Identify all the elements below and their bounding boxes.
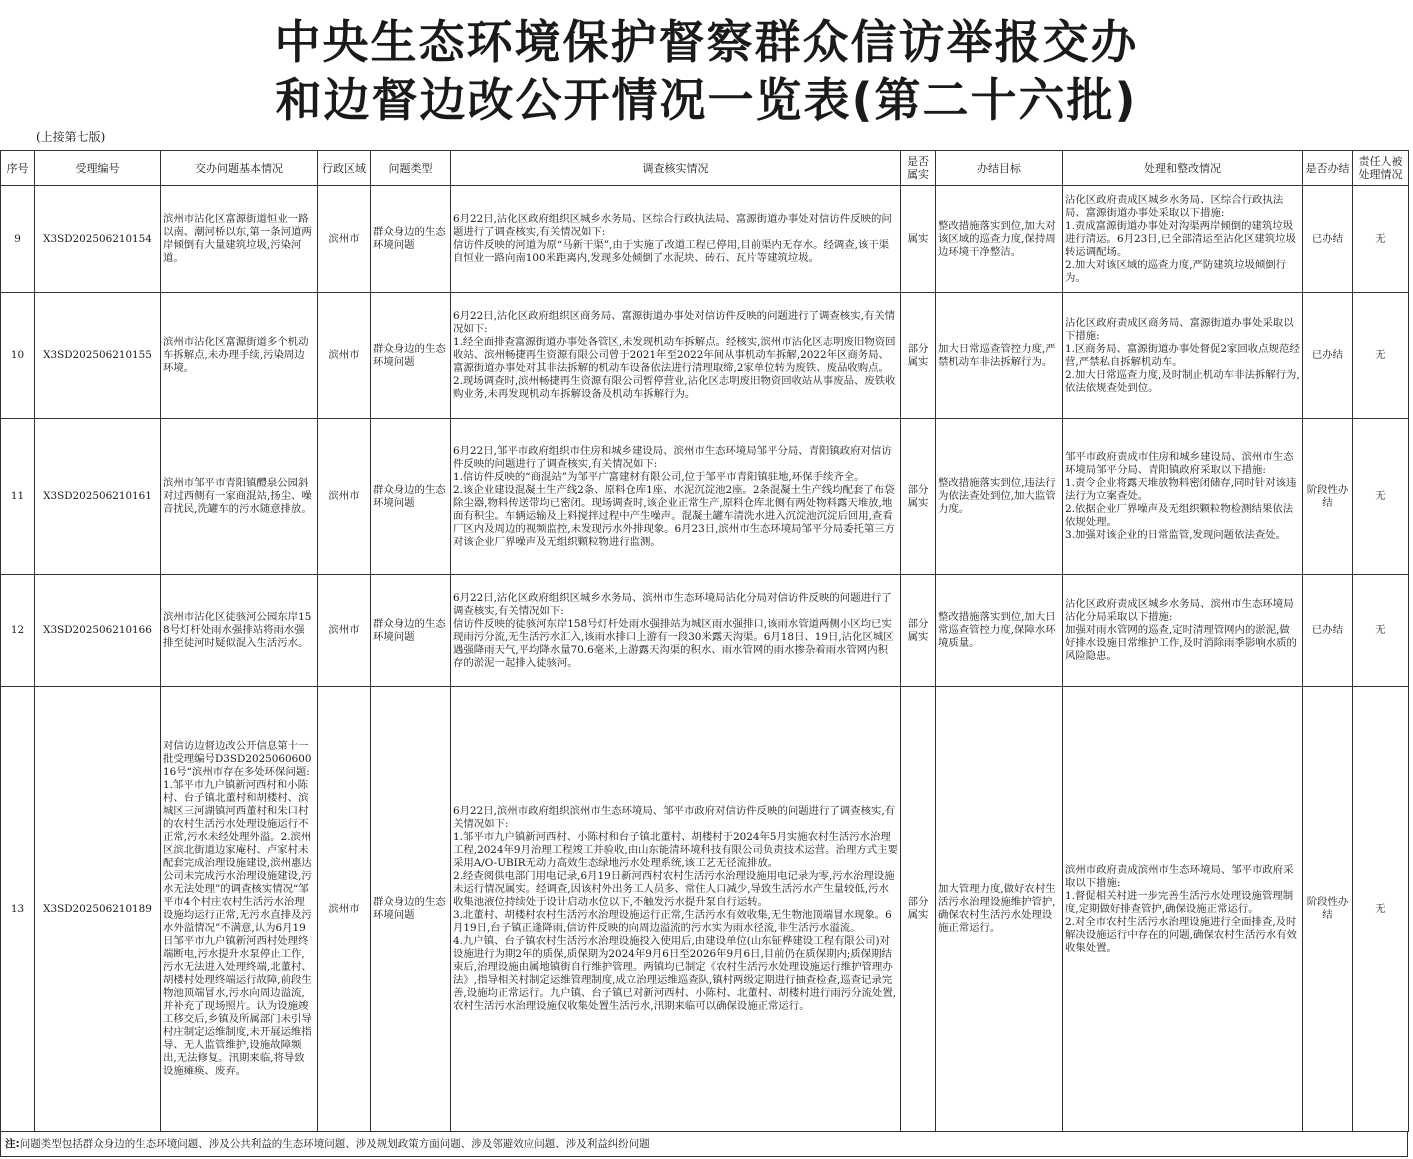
cell-issue: 滨州市沾化区徒骇河公园东岸158号灯杆处雨水强排站将雨水强排至徒河时疑似混入生活污水。 (161, 575, 318, 687)
cell-type: 群众身边的生态环境问题 (371, 575, 451, 687)
cell-region: 滨州市 (318, 293, 371, 419)
cell-issue: 滨州市邹平市青阳镇醴泉公园斜对过西侧有一家商混站,扬尘、噪音扰民,洗罐车的污水随意排放。 (161, 419, 318, 575)
continued-label: (上接第七版) (36, 130, 106, 144)
table-row (1, 575, 1409, 687)
cell-true: 部分属实 (901, 419, 936, 575)
footnote-text: 问题类型包括群众身边的生态环境问题、涉及公共利益的生态环境问题、涉及规划政策方面问题、涉及邻避效应问题、涉及利益纠纷问题 (19, 1138, 650, 1150)
table-row (1, 293, 1409, 419)
cell-goal: 整改措施落实到位,加大日常巡查管控力度,保障水环境质量。 (936, 575, 1063, 687)
header-issue: 交办问题基本情况 (161, 151, 318, 186)
cell-handling: 滨州市政府责成滨州市生态环境局、邹平市政府采取以下措施: 1.督促相关村进一步完善生活污水处理设施管理制度,定期做好排查管护,确保设施正常运行。 2.对全市农村生活污水治理设施进行全面排查,及时解决设施运行中存在的问题,确保农村生活污水有效收集处置。 (1063, 687, 1303, 1132)
cell-goal: 加大日常巡查管控力度,严禁机动车非法拆解行为。 (936, 293, 1063, 419)
cell-type: 群众身边的生态环境问题 (371, 687, 451, 1132)
cell-punish: 无 (1353, 687, 1409, 1132)
page-title-line2: 和边督边改公开情况一览表(第二十六批) (275, 73, 1138, 127)
cell-region: 滨州市 (318, 575, 371, 687)
table-row (1, 419, 1409, 575)
cell-goal: 整改措施落实到位,违法行为依法查处到位,加大监管力度。 (936, 419, 1063, 575)
cell-punish: 无 (1353, 575, 1409, 687)
header-code: 受理编号 (35, 151, 161, 186)
table-row (1, 186, 1409, 293)
cell-true: 部分属实 (901, 575, 936, 687)
cell-handling: 沾化区政府责成区城乡水务局、滨州市生态环境局沾化分局采取以下措施: 加强对雨水管网的巡查,定时清理管网内的淤泥,做好排水设施日常维护工作,及时消除雨季影响水质的风险隐患。 (1063, 575, 1303, 687)
header-done: 是否办结 (1303, 151, 1353, 186)
cell-true: 部分属实 (901, 687, 936, 1132)
cell-issue: 对信访边督边改公开信息第十一批受理编号D3SD202506060016号“滨州市存在多处环保问题:1.邹平市九户镇新河西村和小陈村、台子镇北董村和胡楼村、滨城区三河湖镇河西董村和朱口村的农村生活污水处理设施运行不正常,污水未经处理外溢。2.滨州区滨北街道边家庵村、卢家村未配套完成治理设施建设,滨州惠达公司未完成污水治理设施建设,污水无法处理”的调查核实情况“邹平市4个村庄农村生活污水治理设施均运行正常,无污水直排及污水外溢情况”不满意,认为6月19日邹平市九户镇新河西村处理终端断电,污水提升水泵停止工作,污水无法进入处理终端,北董村、胡楼村处理终端运行故障,前段生物池顶端冒水,污水向周边溢流,并补充了现场照片。认为设施竣工移交后,乡镇及所属部门未引导村庄制定运维制度,未开展运维指导、无人监管维护,设施故障频出,无法修复。汛期来临,将导致设施瘫痪、废弃。 (161, 687, 318, 1132)
cell-region: 滨州市 (318, 419, 371, 575)
cell-no: 10 (1, 293, 35, 419)
cell-handling: 沾化区政府责成区城乡水务局、区综合行政执法局、富源街道办事处采取以下措施: 1.责成富源街道办事处对沟渠两岸倾倒的建筑垃圾进行清运。6月23日,已全部清运至沾化区建筑垃圾转运调配场。 2.加大对该区域的巡查力度,严防建筑垃圾倾倒行为。 (1063, 186, 1303, 293)
cell-region: 滨州市 (318, 186, 371, 293)
cell-punish: 无 (1353, 293, 1409, 419)
header-no: 序号 (1, 151, 35, 186)
footnote-label: 注: (5, 1138, 20, 1150)
cell-true: 部分属实 (901, 293, 936, 419)
cell-done: 阶段性办结 (1303, 687, 1353, 1132)
cell-done: 已办结 (1303, 186, 1353, 293)
header-true: 是否属实 (901, 151, 936, 186)
cell-type: 群众身边的生态环境问题 (371, 293, 451, 419)
page-title-line1: 中央生态环境保护督察群众信访举报交办 (274, 15, 1139, 69)
cell-punish: 无 (1353, 419, 1409, 575)
table-row (1, 687, 1409, 1132)
cell-code: X3SD202506210189 (35, 687, 161, 1132)
cell-code: X3SD202506210161 (35, 419, 161, 575)
cell-code: X3SD202506210166 (35, 575, 161, 687)
header-region: 行政区域 (318, 151, 371, 186)
header-investigation: 调查核实情况 (451, 151, 901, 186)
cell-type: 群众身边的生态环境问题 (371, 419, 451, 575)
cell-investigation: 6月22日,邹平市政府组织市住房和城乡建设局、滨州市生态环境局邹平分局、青阳镇政府对信访件反映的问题进行了调查核实,有关情况如下: 1.信访件反映的“商混站”为邹平广富建材有限公司,位于邹平市青阳镇驻地,环保手续齐全。 2.该企业建设混凝土生产线2条、原料仓库1座、水泥沉淀池2座。2条混凝土生产线均配套了布袋除尘器,物料传送带均已密闭。现场调查时,该企业正常生产,原料仓库北侧有两处物料露天堆放,地面有积尘。车辆运输及上料搅拌过程中产生噪声。混凝土罐车清洗水进入沉淀池沉淀后回用,查看厂区内及周边的视频监控,未发现污水外排现象。6月23日,滨州市生态环境局邹平分局委托第三方对该企业厂界噪声及无组织颗粒物进行监测。 (451, 419, 901, 575)
cell-true: 属实 (901, 186, 936, 293)
header-goal: 办结目标 (936, 151, 1063, 186)
header-punish: 责任人被处理情况 (1353, 151, 1409, 186)
cell-issue: 滨州市沾化区富源街道恒业一路以南、潮河桥以东,第一条河道两岸倾倒有大量建筑垃圾,污染河道。 (161, 186, 318, 293)
cell-done: 已办结 (1303, 293, 1353, 419)
cell-no: 11 (1, 419, 35, 575)
header-type: 问题类型 (371, 151, 451, 186)
cell-done: 已办结 (1303, 575, 1353, 687)
cell-investigation: 6月22日,沾化区政府组织区城乡水务局、区综合行政执法局、富源街道办事处对信访件反映的问题进行了调查核实,有关情况如下: 信访件反映的河道为原“马新干渠”,由于实施了改道工程已停用,目前渠内无存水。经调查,该干渠自恒业一路向南100米距离内,发现多处倾倒了水泥块、砖石、瓦片等建筑垃圾。 (451, 186, 901, 293)
cell-type: 群众身边的生态环境问题 (371, 186, 451, 293)
cell-goal: 加大管理力度,做好农村生活污水治理设施维护管护,确保农村生活污水处理设施正常运行。 (936, 687, 1063, 1132)
table-header-row (1, 151, 1409, 186)
cell-investigation: 6月22日,沾化区政府组织区商务局、富源街道办事处对信访件反映的问题进行了调查核实,有关情况如下: 1.经全面排查富源街道办事处各管区,未发现机动车拆解点。经核实,滨州市沾化区志明废旧物资回收站、滨州畅捷再生资源有限公司曾于2021年至2022年间从事机动车拆解,2022年区商务局、富源街道办事处对其非法拆解的机动车设备依法进行清理取缔,2家单位转为废铁、废品收购点。 2.现场调查时,滨州畅捷再生资源有限公司暂停营业,沾化区志明废旧物资回收站从事废品、废铁收购业务,未再发现机动车拆解设备及机动车拆解行为。 (451, 293, 901, 419)
footnote (0, 1131, 1408, 1157)
cell-code: X3SD202506210154 (35, 186, 161, 293)
cell-goal: 整改措施落实到位,加大对该区域的巡查力度,保持周边环境干净整洁。 (936, 186, 1063, 293)
cell-handling: 邹平市政府责成市住房和城乡建设局、滨州市生态环境局邹平分局、青阳镇政府采取以下措施: 1.责令企业将露天堆放物料密闭储存,同时针对该违法行为立案查处。 2.依据企业厂界噪声及无组织颗粒物检测结果依法依规处理。 3.加强对该企业的日常监管,发现问题依法查处。 (1063, 419, 1303, 575)
cell-done: 阶段性办结 (1303, 419, 1353, 575)
cell-no: 9 (1, 186, 35, 293)
cell-investigation: 6月22日,滨州市政府组织滨州市生态环境局、邹平市政府对信访件反映的问题进行了调查核实,有关情况如下: 1.邹平市九户镇新河西村、小陈村和台子镇北董村、胡楼村于2024年5月实施农村生活污水治理工程,2024年9月治理工程竣工并验收,由山东能清环境科技有限公司负责技术运营。治理方式主要采用A/O-UBIR无动力高效生态绿地污水处理系统,该工艺无径流排放。 2.经查阅供电部门用电记录,6月19日新河西村农村生活污水治理设施用电记录为零,污水治理设施未运行情况属实。经调查,因该村外出务工人员多、常住人口减少,导致生活污水产生量较低,污水收集池液位持续处于设计启动水位以下,不触发污水提升泵自行运转。 3.北董村、胡楼村农村生活污水治理设施运行正常,生活污水有效收集,无生物池顶端冒水现象。6月19日,台子镇正逢降雨,信访件反映的向周边溢流的污水实为雨水径流,非生活污水溢流。 4.九户镇、台子镇农村生活污水治理设施投入使用后,由建设单位(山东钲桦建设工程有限公司)对设施进行为期2年的质保,质保期为2024年9月6日至2026年9月6日,目前仍在质保期内;质保期结束后,治理设施由属地镇街自行维护管理。两镇均已制定《农村生活污水处理设施运行维护管理办法》,指导相关村制定运维管理制度,成立治理运维巡查队,镇村两级定期进行抽查检查,巡查记录完善,设施均正常运行。九户镇、台子镇已对新河西村、小陈村、北董村、胡楼村进行雨污分流处置,农村生活污水治理设施仅收集处置生活污水,汛期来临可以确保设施正常运行。 (451, 687, 901, 1132)
header-handling: 处理和整改情况 (1063, 151, 1303, 186)
cell-no: 13 (1, 687, 35, 1132)
cell-region: 滨州市 (318, 687, 371, 1132)
cell-handling: 沾化区政府责成区商务局、富源街道办事处采取以下措施: 1.区商务局、富源街道办事处督促2家回收点规范经营,严禁私自拆解机动车。 2.加大日常巡查力度,及时制止机动车非法拆解行为,依法依规查处到位。 (1063, 293, 1303, 419)
cell-investigation: 6月22日,沾化区政府组织区城乡水务局、滨州市生态环境局沾化分局对信访件反映的问题进行了调查核实,有关情况如下: 信访件反映的徒骇河东岸158号灯杆处雨水强排站为城区雨水强排口,该雨水管道两侧小区均已实现雨污分流,无生活污水汇入,该雨水排口上游有一段30米露天沟渠。6月18日、19日,沾化区城区遇强降雨天气,平均降水量70.6毫米,上游露天沟渠的积水、雨水管网的雨水掺杂着雨水管网内积存的淤泥一起排入徒骇河。 (451, 575, 901, 687)
cell-no: 12 (1, 575, 35, 687)
cell-punish: 无 (1353, 186, 1409, 293)
complaint-table (0, 150, 1409, 1132)
cell-issue: 滨州市沾化区富源街道多个机动车拆解点,未办理手续,污染周边环境。 (161, 293, 318, 419)
cell-code: X3SD202506210155 (35, 293, 161, 419)
